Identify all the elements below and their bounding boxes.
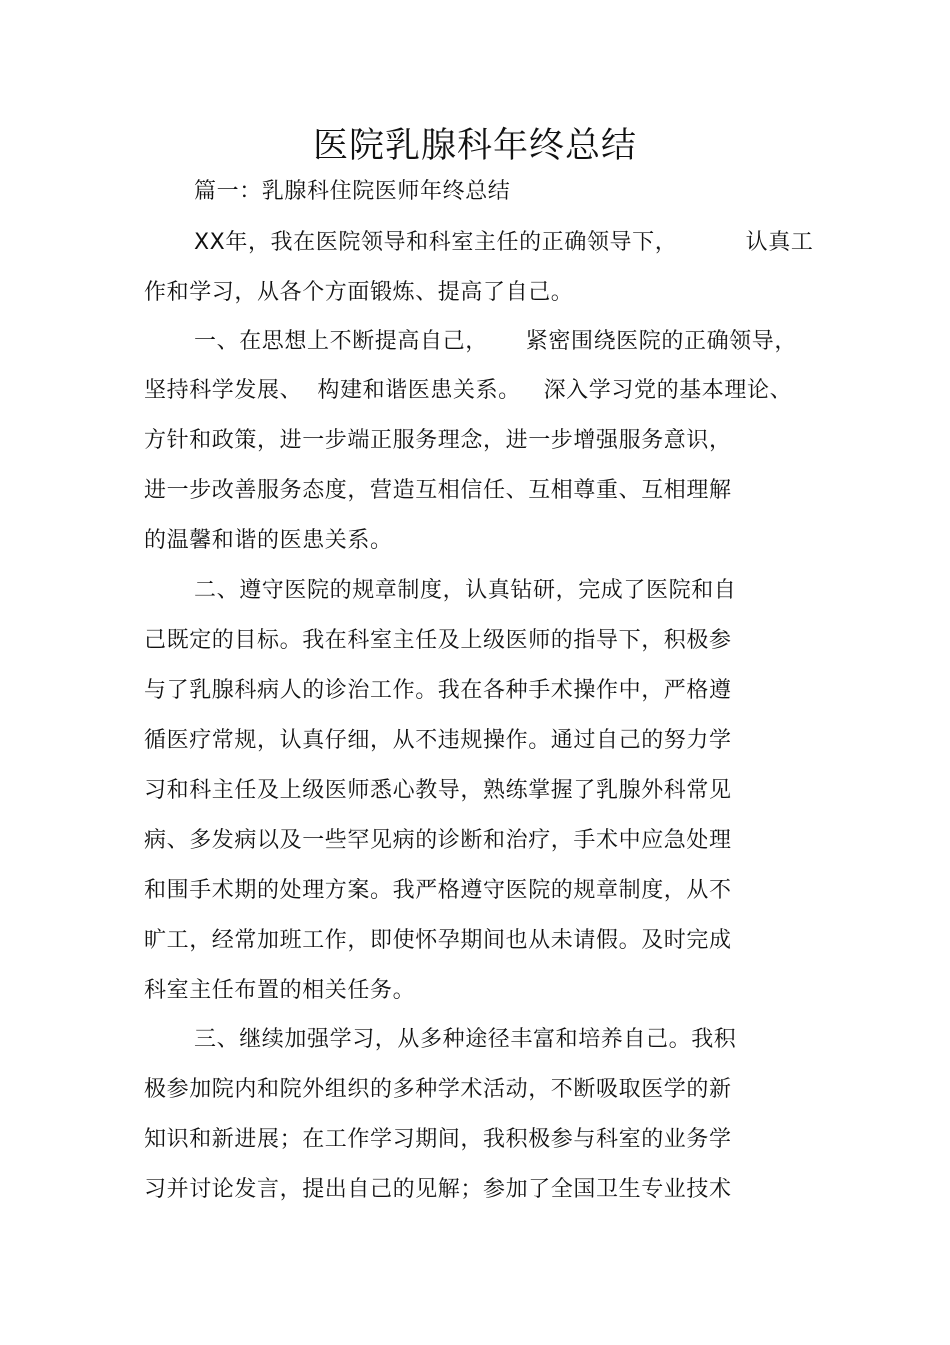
- paragraph-line: 习并讨论发言，提出自己的见解；参加了全国卫生专业技术: [144, 1177, 732, 1202]
- paragraph-line: 极参加院内和院外组织的多种学术活动，不断吸取医学的新: [144, 1077, 732, 1102]
- paragraph-line: 科室主任布置的相关任务。: [144, 978, 416, 1003]
- paragraph-line: 己既定的目标。我在科室主任及上级医师的指导下，积极参: [144, 628, 732, 653]
- paragraph-line: 坚持科学发展、 构建和谐医患关系。 深入学习党的基本理论、: [144, 378, 793, 403]
- paragraph-line: 习和科主任及上级医师悉心教导，熟练掌握了乳腺外科常见: [144, 778, 732, 803]
- paragraph-line: 病、多发病以及一些罕见病的诊断和治疗，手术中应急处理: [144, 828, 732, 853]
- document-title: 医院乳腺科年终总结: [312, 126, 637, 166]
- paragraph-line: 旷工，经常加班工作，即使怀孕期间也从未请假。及时完成: [144, 928, 732, 953]
- paragraph-line: 一、在思想上不断提高自己， 紧密围绕医院的正确领导，: [194, 329, 797, 354]
- paragraph-line: 与了乳腺科病人的诊治工作。我在各种手术操作中，严格遵: [144, 678, 732, 703]
- paragraph-line: 进一步改善服务态度，营造互相信任、互相尊重、互相理解: [144, 478, 732, 503]
- paragraph-line: 的温馨和谐的医患关系。: [144, 528, 393, 553]
- paragraph-line: 和围手术期的处理方案。我严格遵守医院的规章制度，从不: [144, 878, 732, 903]
- paragraph-line: 知识和新进展；在工作学习期间，我积极参与科室的业务学: [144, 1127, 732, 1152]
- paragraph-line: 方针和政策，进一步端正服务理念，进一步增强服务意识，: [144, 428, 732, 453]
- paragraph-line: 作和学习，从各个方面锻炼、提高了自己。: [144, 280, 574, 305]
- paragraph-line: XX年，我在医院领导和科室主任的正确领导下， 认真工: [194, 230, 814, 255]
- paragraph-line: 循医疗常规，认真仔细，从不违规操作。通过自己的努力学: [144, 728, 732, 753]
- document-subtitle: 篇一：乳腺科住院医师年终总结: [194, 179, 511, 204]
- paragraph-line: 三、继续加强学习，从多种途径丰富和培养自己。我积: [194, 1027, 737, 1052]
- paragraph-line: 二、遵守医院的规章制度，认真钻研，完成了医院和自: [194, 578, 737, 603]
